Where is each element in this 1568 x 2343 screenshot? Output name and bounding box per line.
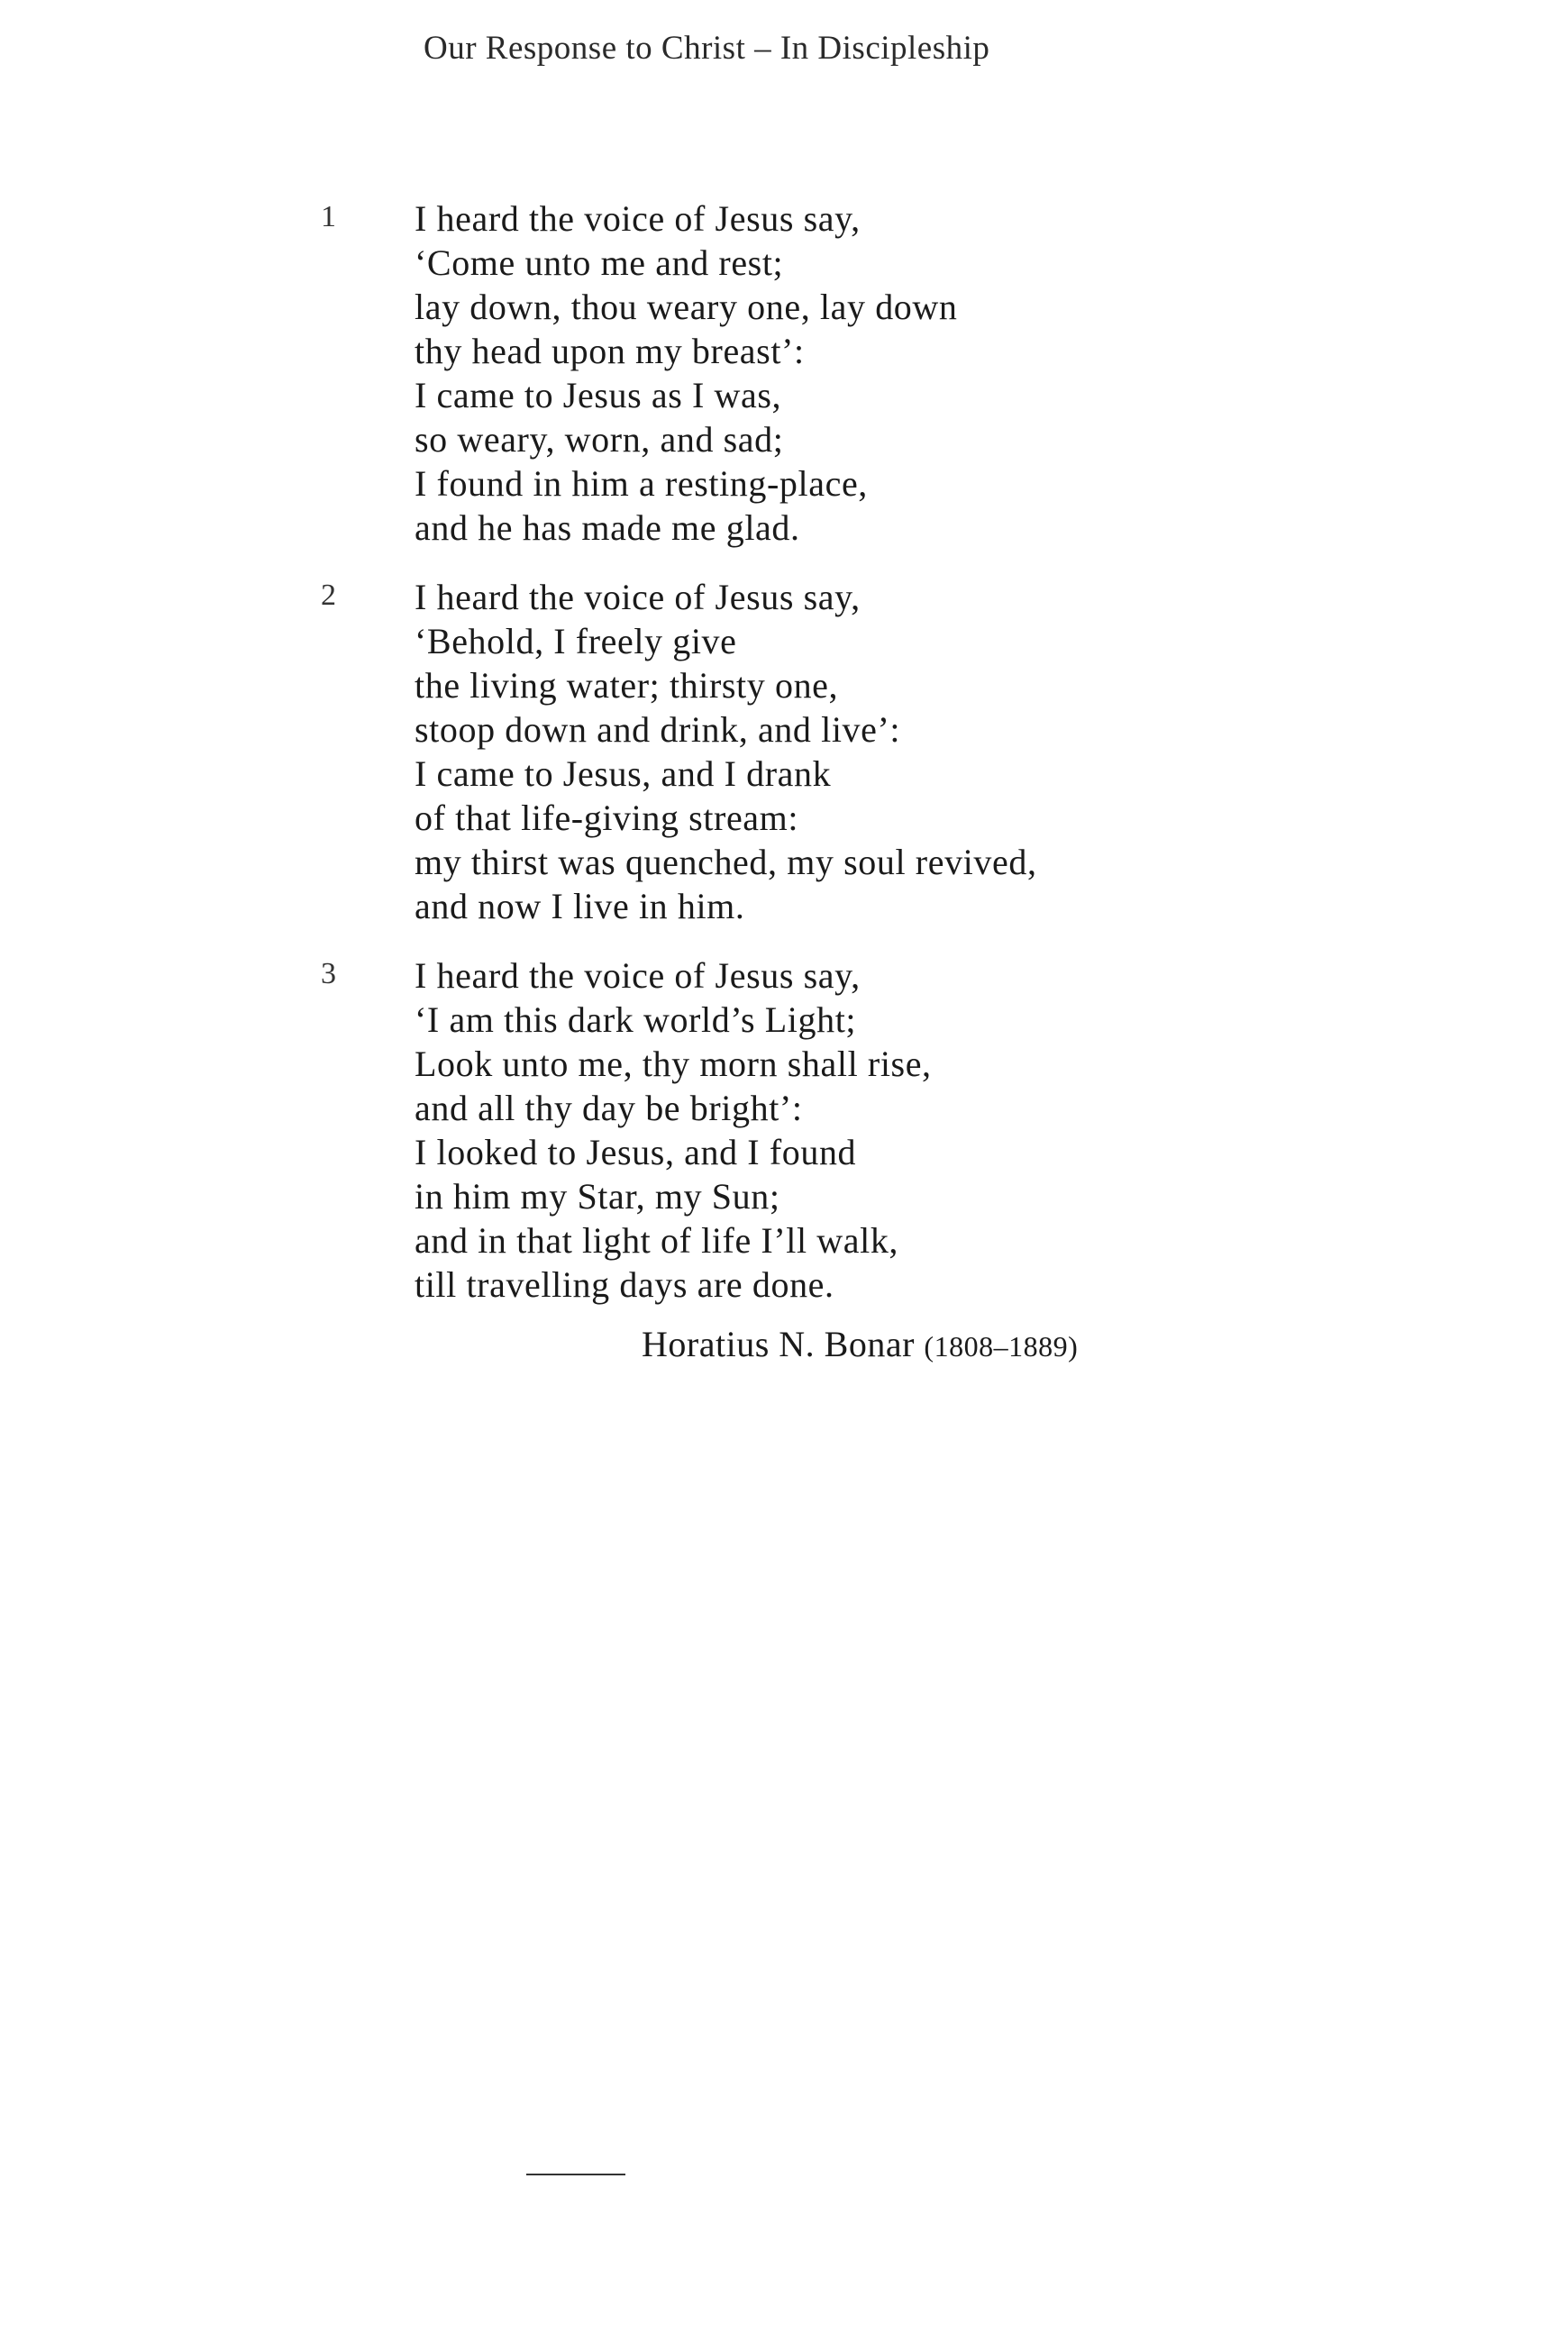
verse-lines (415, 575, 1222, 928)
verse-line: thy head upon my breast’: (415, 331, 805, 371)
verse-line: I heard the voice of Jesus say, (415, 198, 861, 239)
verse-line: and now I live in him. (415, 886, 745, 926)
author-name: Horatius N. Bonar (642, 1324, 915, 1364)
verse-line: I looked to Jesus, and I found (415, 1132, 857, 1172)
verse-line: of that life-giving stream: (415, 798, 799, 838)
verse-line: my thirst was quenched, my soul revived, (415, 842, 1037, 882)
verse-2 (321, 575, 1222, 928)
verse-line: I came to Jesus as I was, (415, 375, 782, 415)
verse-line: the living water; thirsty one, (415, 665, 839, 706)
verse-line: ‘Behold, I freely give (415, 621, 737, 661)
verse-line: and in that light of life I’ll walk, (415, 1220, 899, 1261)
verse-line: stoop down and drink, and live’: (415, 709, 901, 750)
verse-line: I heard the voice of Jesus say, (415, 577, 861, 617)
hymn-text (321, 196, 1222, 1332)
author-dates: (1808–1889) (924, 1330, 1079, 1363)
verse-line: Look unto me, thy morn shall rise, (415, 1044, 932, 1084)
verse-line: lay down, thou weary one, lay down (415, 287, 958, 327)
verse-lines (415, 196, 1222, 550)
verse-line: I found in him a resting-place, (415, 463, 868, 504)
verse-line: ‘Come unto me and rest; (415, 242, 784, 283)
verse-number: 1 (321, 200, 336, 233)
verse-line: ‘I am this dark world’s Light; (415, 999, 857, 1040)
verse-1 (321, 196, 1222, 550)
verse-line: in him my Star, my Sun; (415, 1176, 780, 1217)
verse-line: so weary, worn, and sad; (415, 419, 784, 460)
verse-3 (321, 953, 1222, 1307)
verse-number: 3 (321, 957, 336, 990)
verse-line: I heard the voice of Jesus say, (415, 955, 861, 996)
running-header: Our Response to Christ – In Discipleship (424, 30, 990, 67)
verse-line: and he has made me glad. (415, 507, 800, 548)
footer-rule (526, 2174, 625, 2175)
verse-lines (415, 953, 1222, 1307)
verse-number: 2 (321, 579, 336, 612)
verse-line: till travelling days are done. (415, 1264, 834, 1305)
author-attribution (642, 1323, 1078, 1365)
verse-line: and all thy day be bright’: (415, 1088, 803, 1128)
verse-line: I came to Jesus, and I drank (415, 753, 832, 794)
